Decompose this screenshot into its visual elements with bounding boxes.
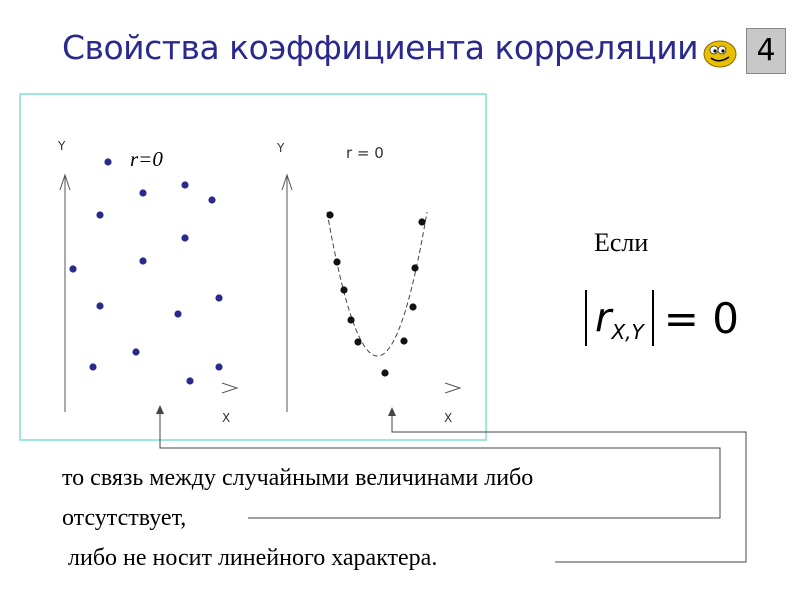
scatter-point <box>96 211 103 218</box>
right-x-label: X <box>444 411 453 425</box>
scatter-point <box>104 158 111 165</box>
scatter-point <box>215 294 222 301</box>
left-x-arrow <box>222 383 237 393</box>
connector-left <box>160 410 720 518</box>
right-parabola-points <box>326 211 425 376</box>
formula-equals: = 0 <box>663 293 739 343</box>
formula-symbol: r <box>595 295 612 341</box>
scatter-point <box>181 181 188 188</box>
scatter-point <box>132 348 139 355</box>
left-x-label: X <box>222 411 231 425</box>
slide-number-badge: 4 <box>746 28 786 74</box>
scatter-point <box>208 196 215 203</box>
parabola-point <box>418 218 425 225</box>
parabola-point <box>411 264 418 271</box>
left-scatter-points <box>69 158 222 384</box>
scatter-point <box>139 257 146 264</box>
scatter-point <box>96 302 103 309</box>
parabola-curve <box>327 212 427 356</box>
slide-title: Свойства коэффициента корреляции <box>62 28 699 67</box>
connector-right-arrowhead <box>388 407 396 416</box>
left-y-label: Y <box>58 139 66 153</box>
connector-left-arrowhead <box>156 405 164 414</box>
parabola-point <box>381 369 388 376</box>
right-y-label: Y <box>277 141 285 155</box>
scatter-point <box>139 189 146 196</box>
absolute-value-bars <box>585 290 654 346</box>
scatter-point <box>174 310 181 317</box>
parabola-point <box>340 286 347 293</box>
parabola-point <box>326 211 333 218</box>
scatter-point <box>186 377 193 384</box>
parabola-point <box>409 303 416 310</box>
parabola-point <box>400 337 407 344</box>
parabola-point <box>347 316 354 323</box>
conclusion-line-2: отсутствует, <box>62 505 187 531</box>
parabola-point <box>354 338 361 345</box>
correlation-formula <box>585 288 739 348</box>
right-r-label: r = 0 <box>346 144 384 162</box>
parabola-point <box>333 258 340 265</box>
formula-subscript: X,Y <box>611 320 644 344</box>
left-r-label: r=0 <box>130 147 163 171</box>
right-x-arrow <box>445 383 460 393</box>
scatter-point <box>181 234 188 241</box>
scatter-point <box>89 363 96 370</box>
conclusion-line-3: либо не носит линейного характера. <box>68 545 438 571</box>
scatter-point <box>215 363 222 370</box>
conclusion-line-1: то связь между случайными величинами либо <box>62 465 534 491</box>
if-label: Если <box>594 228 649 257</box>
scatter-point <box>69 265 76 272</box>
